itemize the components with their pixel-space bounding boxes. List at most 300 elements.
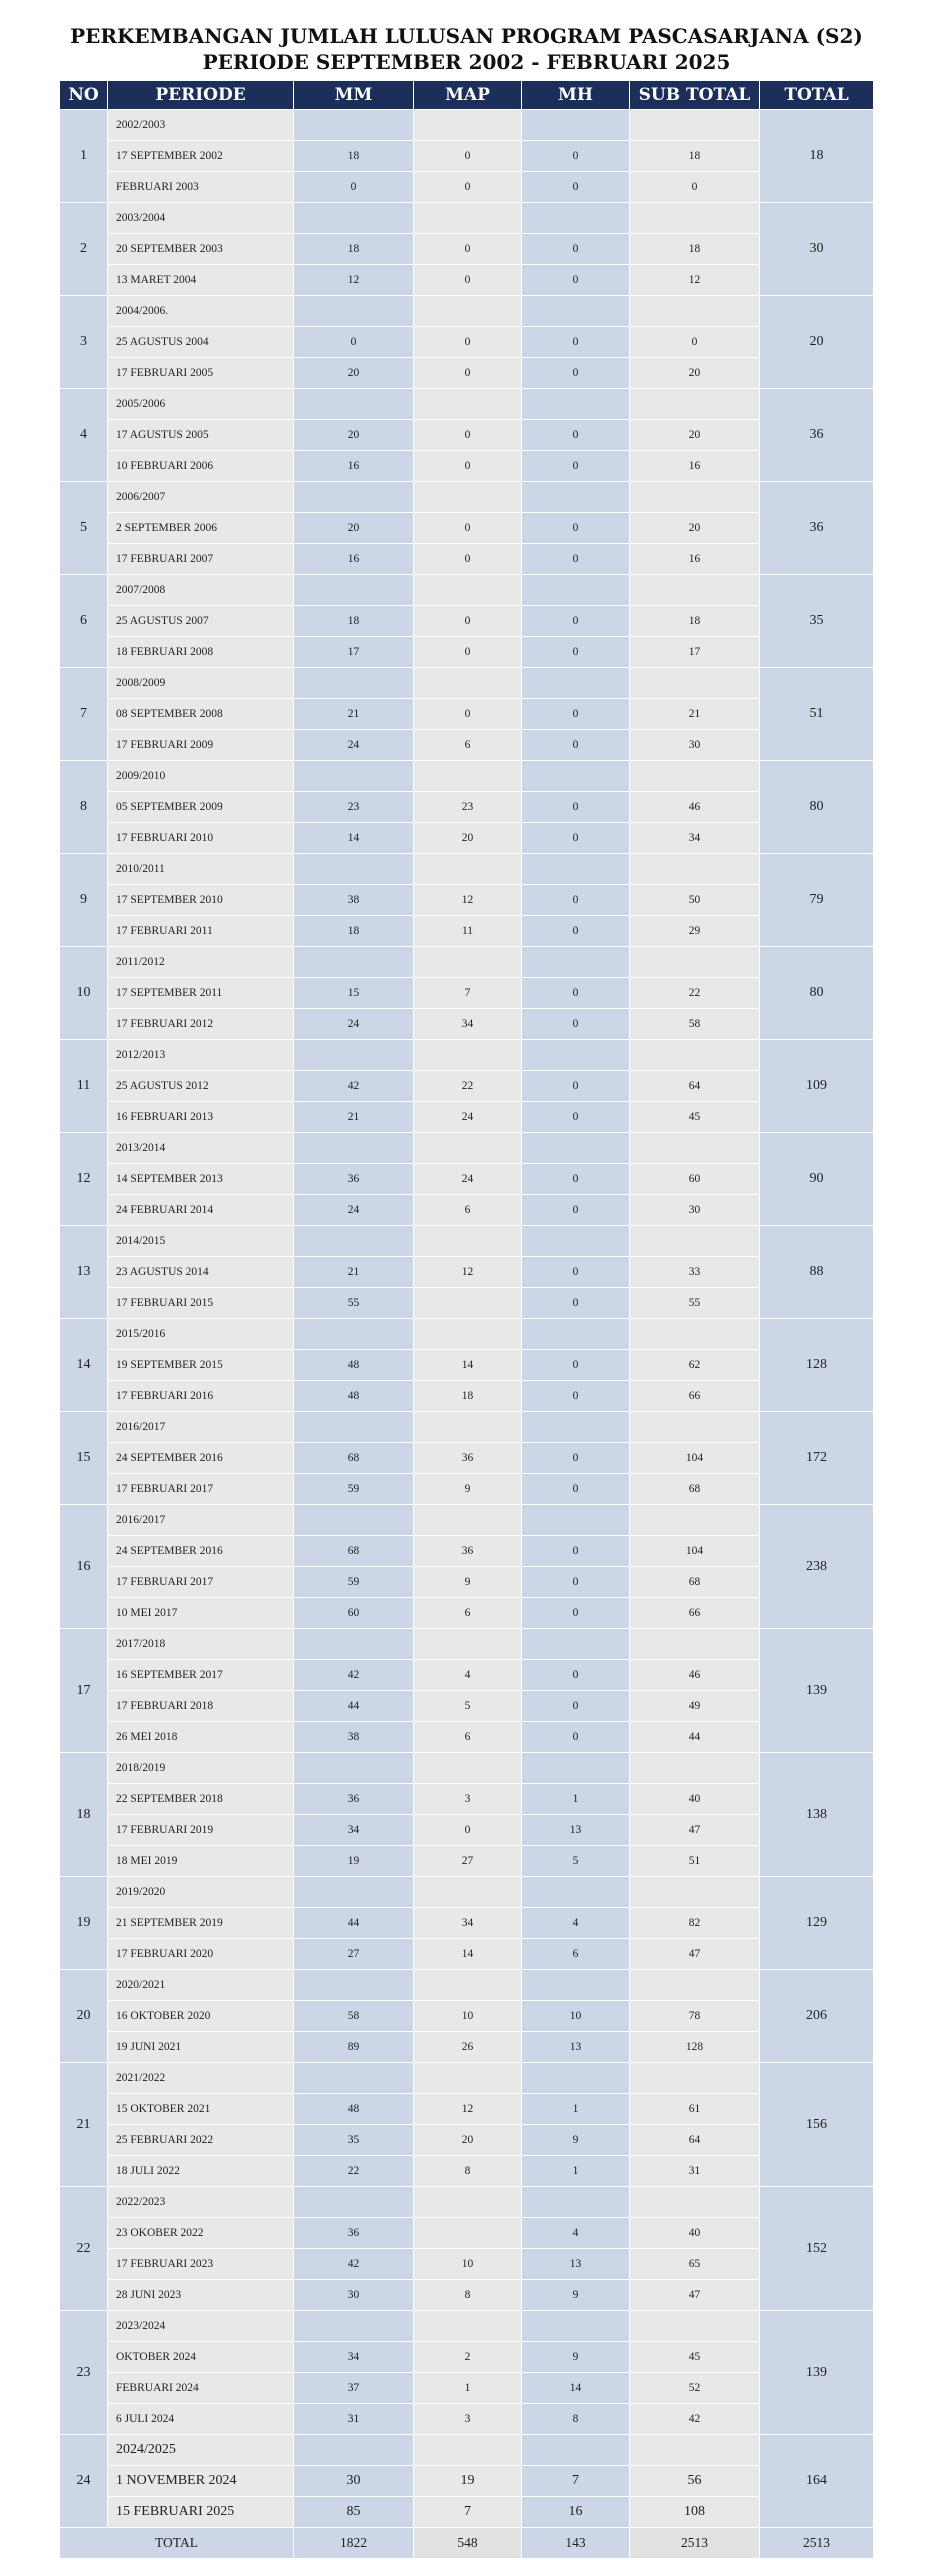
sub-total-cell: 20	[630, 513, 760, 544]
table-row	[60, 2404, 874, 2435]
mm-cell: 85	[294, 2497, 414, 2528]
sub-total-cell: 16	[630, 544, 760, 575]
periode-cell: 19 JUNI 2021	[108, 2032, 294, 2063]
table-row	[60, 296, 874, 327]
periode-cell: 17 FEBRUARI 2020	[108, 1939, 294, 1970]
mm-cell: 21	[294, 1102, 414, 1133]
periode-cell: 2006/2007	[108, 482, 294, 513]
map-cell	[414, 2435, 522, 2466]
sub-total-cell	[630, 1412, 760, 1443]
map-cell	[414, 1133, 522, 1164]
sub-total-cell	[630, 1753, 760, 1784]
mh-cell: 0	[522, 234, 630, 265]
mh-cell: 0	[522, 823, 630, 854]
mh-cell	[522, 761, 630, 792]
mm-cell: 17	[294, 637, 414, 668]
mh-cell	[522, 2311, 630, 2342]
sub-total-cell: 22	[630, 978, 760, 1009]
table-row	[60, 1536, 874, 1567]
table-row	[60, 1071, 874, 1102]
no-cell: 8	[60, 761, 108, 854]
mm-cell	[294, 2187, 414, 2218]
periode-cell: 2023/2024	[108, 2311, 294, 2342]
mm-cell: 34	[294, 1815, 414, 1846]
map-cell: 22	[414, 1071, 522, 1102]
map-cell: 24	[414, 1102, 522, 1133]
mm-cell	[294, 296, 414, 327]
table-row	[60, 1226, 874, 1257]
header-mm: MM	[294, 81, 414, 110]
map-cell: 10	[414, 2249, 522, 2280]
map-cell	[414, 1629, 522, 1660]
mh-cell	[522, 1040, 630, 1071]
table-row	[60, 2094, 874, 2125]
map-cell: 10	[414, 2001, 522, 2032]
mh-cell: 0	[522, 358, 630, 389]
mm-cell	[294, 1505, 414, 1536]
sub-total-cell: 65	[630, 2249, 760, 2280]
mh-cell: 0	[522, 1443, 630, 1474]
mm-cell	[294, 761, 414, 792]
periode-cell: 17 FEBRUARI 2012	[108, 1009, 294, 1040]
map-cell: 20	[414, 823, 522, 854]
periode-cell: 08 SEPTEMBER 2008	[108, 699, 294, 730]
mh-cell: 0	[522, 916, 630, 947]
mm-cell	[294, 2435, 414, 2466]
table-footer-row	[60, 2528, 874, 2559]
table-row	[60, 265, 874, 296]
mh-cell	[522, 668, 630, 699]
table-row	[60, 2497, 874, 2528]
periode-cell: 22 SEPTEMBER 2018	[108, 1784, 294, 1815]
map-cell: 19	[414, 2466, 522, 2497]
mm-cell	[294, 1133, 414, 1164]
table-row	[60, 916, 874, 947]
no-cell: 21	[60, 2063, 108, 2187]
sub-total-cell	[630, 2311, 760, 2342]
mh-cell	[522, 1877, 630, 1908]
total-cell: 152	[760, 2187, 874, 2311]
periode-cell: 17 FEBRUARI 2017	[108, 1567, 294, 1598]
periode-cell: 24 SEPTEMBER 2016	[108, 1536, 294, 1567]
sub-total-cell: 45	[630, 1102, 760, 1133]
mh-cell: 8	[522, 2404, 630, 2435]
map-cell: 24	[414, 1164, 522, 1195]
total-cell: 79	[760, 854, 874, 947]
mm-cell: 16	[294, 451, 414, 482]
map-cell: 0	[414, 544, 522, 575]
map-cell	[414, 1319, 522, 1350]
table-row	[60, 1598, 874, 1629]
mh-cell	[522, 2063, 630, 2094]
mm-cell: 18	[294, 234, 414, 265]
no-cell: 11	[60, 1040, 108, 1133]
periode-cell: 2015/2016	[108, 1319, 294, 1350]
table-row	[60, 1443, 874, 1474]
mh-cell: 0	[522, 978, 630, 1009]
periode-cell: 21 SEPTEMBER 2019	[108, 1908, 294, 1939]
table-row	[60, 2001, 874, 2032]
periode-cell: FEBRUARI 2024	[108, 2373, 294, 2404]
sub-total-cell: 46	[630, 1660, 760, 1691]
mh-cell	[522, 854, 630, 885]
footer-label: TOTAL	[60, 2528, 294, 2559]
mh-cell	[522, 1412, 630, 1443]
mm-cell: 38	[294, 885, 414, 916]
mh-cell: 6	[522, 1939, 630, 1970]
sub-total-cell: 34	[630, 823, 760, 854]
mh-cell: 0	[522, 265, 630, 296]
sub-total-cell: 68	[630, 1474, 760, 1505]
table-row	[60, 1815, 874, 1846]
table-row	[60, 1784, 874, 1815]
map-cell: 27	[414, 1846, 522, 1877]
mm-cell: 14	[294, 823, 414, 854]
sub-total-cell: 62	[630, 1350, 760, 1381]
mm-cell: 18	[294, 606, 414, 637]
map-cell	[414, 668, 522, 699]
map-cell: 0	[414, 513, 522, 544]
map-cell: 0	[414, 420, 522, 451]
mh-cell	[522, 389, 630, 420]
map-cell: 9	[414, 1567, 522, 1598]
map-cell: 0	[414, 234, 522, 265]
table-row	[60, 854, 874, 885]
map-cell	[414, 1040, 522, 1071]
mm-cell	[294, 668, 414, 699]
map-cell: 6	[414, 730, 522, 761]
mh-cell	[522, 1753, 630, 1784]
table-row	[60, 2342, 874, 2373]
map-cell	[414, 947, 522, 978]
total-cell: 139	[760, 1629, 874, 1753]
sub-total-cell: 30	[630, 730, 760, 761]
sub-total-cell: 46	[630, 792, 760, 823]
mh-cell	[522, 575, 630, 606]
page-subtitle: PERIODE SEPTEMBER 2002 - FEBRUARI 2025	[202, 50, 731, 74]
map-cell: 26	[414, 2032, 522, 2063]
sub-total-cell: 44	[630, 1722, 760, 1753]
mh-cell: 0	[522, 606, 630, 637]
periode-cell: 2007/2008	[108, 575, 294, 606]
mm-cell	[294, 947, 414, 978]
sub-total-cell	[630, 1877, 760, 1908]
sub-total-cell	[630, 203, 760, 234]
mh-cell: 0	[522, 172, 630, 203]
mm-cell: 59	[294, 1474, 414, 1505]
mh-cell: 0	[522, 885, 630, 916]
sub-total-cell: 50	[630, 885, 760, 916]
map-cell: 0	[414, 451, 522, 482]
mm-cell: 22	[294, 2156, 414, 2187]
map-cell: 34	[414, 1009, 522, 1040]
periode-cell: 25 AGUSTUS 2012	[108, 1071, 294, 1102]
map-cell: 14	[414, 1350, 522, 1381]
periode-cell: 2018/2019	[108, 1753, 294, 1784]
map-cell	[414, 389, 522, 420]
no-cell: 24	[60, 2435, 108, 2528]
no-cell: 13	[60, 1226, 108, 1319]
total-cell: 129	[760, 1877, 874, 1970]
periode-cell: 17 FEBRUARI 2011	[108, 916, 294, 947]
periode-cell: 2011/2012	[108, 947, 294, 978]
mm-cell: 58	[294, 2001, 414, 2032]
map-cell: 9	[414, 1474, 522, 1505]
mm-cell: 23	[294, 792, 414, 823]
mm-cell: 19	[294, 1846, 414, 1877]
table-row	[60, 2280, 874, 2311]
sub-total-cell: 21	[630, 699, 760, 730]
table-row	[60, 947, 874, 978]
table-row	[60, 2218, 874, 2249]
total-cell: 51	[760, 668, 874, 761]
mm-cell	[294, 1877, 414, 1908]
map-cell: 12	[414, 1257, 522, 1288]
total-cell: 35	[760, 575, 874, 668]
mm-cell: 48	[294, 1350, 414, 1381]
table-row	[60, 1319, 874, 1350]
sub-total-cell	[630, 110, 760, 141]
total-cell: 238	[760, 1505, 874, 1629]
mh-cell: 0	[522, 730, 630, 761]
periode-cell: 14 SEPTEMBER 2013	[108, 1164, 294, 1195]
periode-cell: 23 OKOBER 2022	[108, 2218, 294, 2249]
mh-cell	[522, 1133, 630, 1164]
no-cell: 23	[60, 2311, 108, 2435]
no-cell: 14	[60, 1319, 108, 1412]
table-row	[60, 203, 874, 234]
periode-cell: 17 FEBRUARI 2007	[108, 544, 294, 575]
table-row	[60, 1040, 874, 1071]
table-row	[60, 1505, 874, 1536]
mh-cell: 9	[522, 2125, 630, 2156]
table-row	[60, 668, 874, 699]
map-cell: 7	[414, 2497, 522, 2528]
sub-total-cell: 104	[630, 1443, 760, 1474]
mm-cell: 30	[294, 2466, 414, 2497]
mh-cell	[522, 1970, 630, 2001]
sub-total-cell	[630, 1970, 760, 2001]
sub-total-cell: 66	[630, 1598, 760, 1629]
table-row	[60, 2063, 874, 2094]
sub-total-cell: 55	[630, 1288, 760, 1319]
mm-cell: 36	[294, 1164, 414, 1195]
map-cell: 23	[414, 792, 522, 823]
sub-total-cell	[630, 1133, 760, 1164]
periode-cell: 18 FEBRUARI 2008	[108, 637, 294, 668]
sub-total-cell: 47	[630, 1939, 760, 1970]
map-cell	[414, 1970, 522, 2001]
footer-mm: 1822	[294, 2528, 414, 2559]
sub-total-cell: 61	[630, 2094, 760, 2125]
mm-cell: 20	[294, 358, 414, 389]
map-cell: 11	[414, 916, 522, 947]
sub-total-cell: 33	[630, 1257, 760, 1288]
sub-total-cell: 16	[630, 451, 760, 482]
table-row	[60, 1381, 874, 1412]
footer-total: 2513	[760, 2528, 874, 2559]
table-row	[60, 234, 874, 265]
sub-total-cell: 40	[630, 2218, 760, 2249]
mh-cell: 0	[522, 1257, 630, 1288]
periode-cell: 17 FEBRUARI 2019	[108, 1815, 294, 1846]
mm-cell	[294, 1040, 414, 1071]
map-cell: 6	[414, 1195, 522, 1226]
map-cell	[414, 1505, 522, 1536]
table-row	[60, 2435, 874, 2466]
mh-cell: 0	[522, 1722, 630, 1753]
periode-cell: 2003/2004	[108, 203, 294, 234]
table-row	[60, 1350, 874, 1381]
sub-total-cell: 40	[630, 1784, 760, 1815]
map-cell: 18	[414, 1381, 522, 1412]
mh-cell: 0	[522, 792, 630, 823]
sub-total-cell	[630, 296, 760, 327]
mm-cell	[294, 110, 414, 141]
sub-total-cell: 42	[630, 2404, 760, 2435]
map-cell	[414, 203, 522, 234]
mm-cell	[294, 2311, 414, 2342]
mm-cell: 15	[294, 978, 414, 1009]
table-row	[60, 1474, 874, 1505]
sub-total-cell: 0	[630, 327, 760, 358]
mh-cell: 4	[522, 2218, 630, 2249]
no-cell: 9	[60, 854, 108, 947]
periode-cell: 2008/2009	[108, 668, 294, 699]
sub-total-cell: 31	[630, 2156, 760, 2187]
periode-cell: 17 FEBRUARI 2017	[108, 1474, 294, 1505]
mm-cell: 35	[294, 2125, 414, 2156]
mh-cell	[522, 203, 630, 234]
periode-cell: 15 FEBRUARI 2025	[108, 2497, 294, 2528]
periode-cell: 17 SEPTEMBER 2010	[108, 885, 294, 916]
map-cell: 4	[414, 1660, 522, 1691]
sub-total-cell	[630, 1629, 760, 1660]
footer-sub-total: 2513	[630, 2528, 760, 2559]
periode-cell: 2005/2006	[108, 389, 294, 420]
periode-cell: 2019/2020	[108, 1877, 294, 1908]
mh-cell: 7	[522, 2466, 630, 2497]
total-cell: 138	[760, 1753, 874, 1877]
mm-cell: 20	[294, 420, 414, 451]
sub-total-cell: 18	[630, 606, 760, 637]
periode-cell: 2010/2011	[108, 854, 294, 885]
mh-cell: 0	[522, 1350, 630, 1381]
table-row	[60, 389, 874, 420]
map-cell	[414, 482, 522, 513]
total-cell: 139	[760, 2311, 874, 2435]
total-cell: 88	[760, 1226, 874, 1319]
map-cell: 0	[414, 141, 522, 172]
periode-cell: 26 MEI 2018	[108, 1722, 294, 1753]
mh-cell	[522, 110, 630, 141]
mm-cell: 12	[294, 265, 414, 296]
table-row	[60, 1288, 874, 1319]
map-cell: 1	[414, 2373, 522, 2404]
table-row	[60, 327, 874, 358]
mm-cell: 24	[294, 1009, 414, 1040]
table-row	[60, 823, 874, 854]
map-cell	[414, 854, 522, 885]
periode-cell: 17 FEBRUARI 2009	[108, 730, 294, 761]
sub-total-cell: 47	[630, 1815, 760, 1846]
table-row	[60, 2373, 874, 2404]
sub-total-cell: 68	[630, 1567, 760, 1598]
table-row	[60, 637, 874, 668]
periode-cell: 28 JUNI 2023	[108, 2280, 294, 2311]
sub-total-cell	[630, 854, 760, 885]
periode-cell: 18 MEI 2019	[108, 1846, 294, 1877]
mh-cell: 0	[522, 1567, 630, 1598]
no-cell: 22	[60, 2187, 108, 2311]
sub-total-cell: 52	[630, 2373, 760, 2404]
sub-total-cell	[630, 1226, 760, 1257]
table-row	[60, 544, 874, 575]
sub-total-cell	[630, 389, 760, 420]
table-row	[60, 1660, 874, 1691]
table-row	[60, 1691, 874, 1722]
header-periode: PERIODE	[108, 81, 294, 110]
mh-cell: 0	[522, 451, 630, 482]
table-row	[60, 1629, 874, 1660]
table-body	[60, 110, 874, 2528]
periode-cell: 25 FEBRUARI 2022	[108, 2125, 294, 2156]
periode-cell: 2022/2023	[108, 2187, 294, 2218]
mm-cell	[294, 2063, 414, 2094]
mm-cell: 42	[294, 1071, 414, 1102]
sub-total-cell: 104	[630, 1536, 760, 1567]
sub-total-cell: 30	[630, 1195, 760, 1226]
mm-cell: 38	[294, 1722, 414, 1753]
table-row	[60, 699, 874, 730]
mh-cell: 0	[522, 513, 630, 544]
mm-cell	[294, 1226, 414, 1257]
sub-total-cell: 0	[630, 172, 760, 203]
no-cell: 5	[60, 482, 108, 575]
mh-cell: 4	[522, 1908, 630, 1939]
mh-cell	[522, 482, 630, 513]
sub-total-cell: 29	[630, 916, 760, 947]
map-cell: 12	[414, 2094, 522, 2125]
sub-total-cell: 20	[630, 420, 760, 451]
mh-cell: 13	[522, 1815, 630, 1846]
periode-cell: 16 OKTOBER 2020	[108, 2001, 294, 2032]
table-row	[60, 110, 874, 141]
periode-cell: 16 FEBRUARI 2013	[108, 1102, 294, 1133]
sub-total-cell	[630, 2435, 760, 2466]
map-cell	[414, 761, 522, 792]
sub-total-cell: 56	[630, 2466, 760, 2497]
sub-total-cell: 78	[630, 2001, 760, 2032]
header-mh: MH	[522, 81, 630, 110]
periode-cell: 25 AGUSTUS 2004	[108, 327, 294, 358]
map-cell: 3	[414, 2404, 522, 2435]
periode-cell: 2021/2022	[108, 2063, 294, 2094]
mm-cell	[294, 1970, 414, 2001]
map-cell: 8	[414, 2280, 522, 2311]
periode-cell: 10 MEI 2017	[108, 1598, 294, 1629]
sub-total-cell	[630, 947, 760, 978]
mh-cell: 0	[522, 1381, 630, 1412]
mm-cell: 34	[294, 2342, 414, 2373]
sub-total-cell: 66	[630, 1381, 760, 1412]
table-row	[60, 2125, 874, 2156]
total-cell: 109	[760, 1040, 874, 1133]
mh-cell: 14	[522, 2373, 630, 2404]
mm-cell: 0	[294, 172, 414, 203]
sub-total-cell: 49	[630, 1691, 760, 1722]
mm-cell: 89	[294, 2032, 414, 2063]
